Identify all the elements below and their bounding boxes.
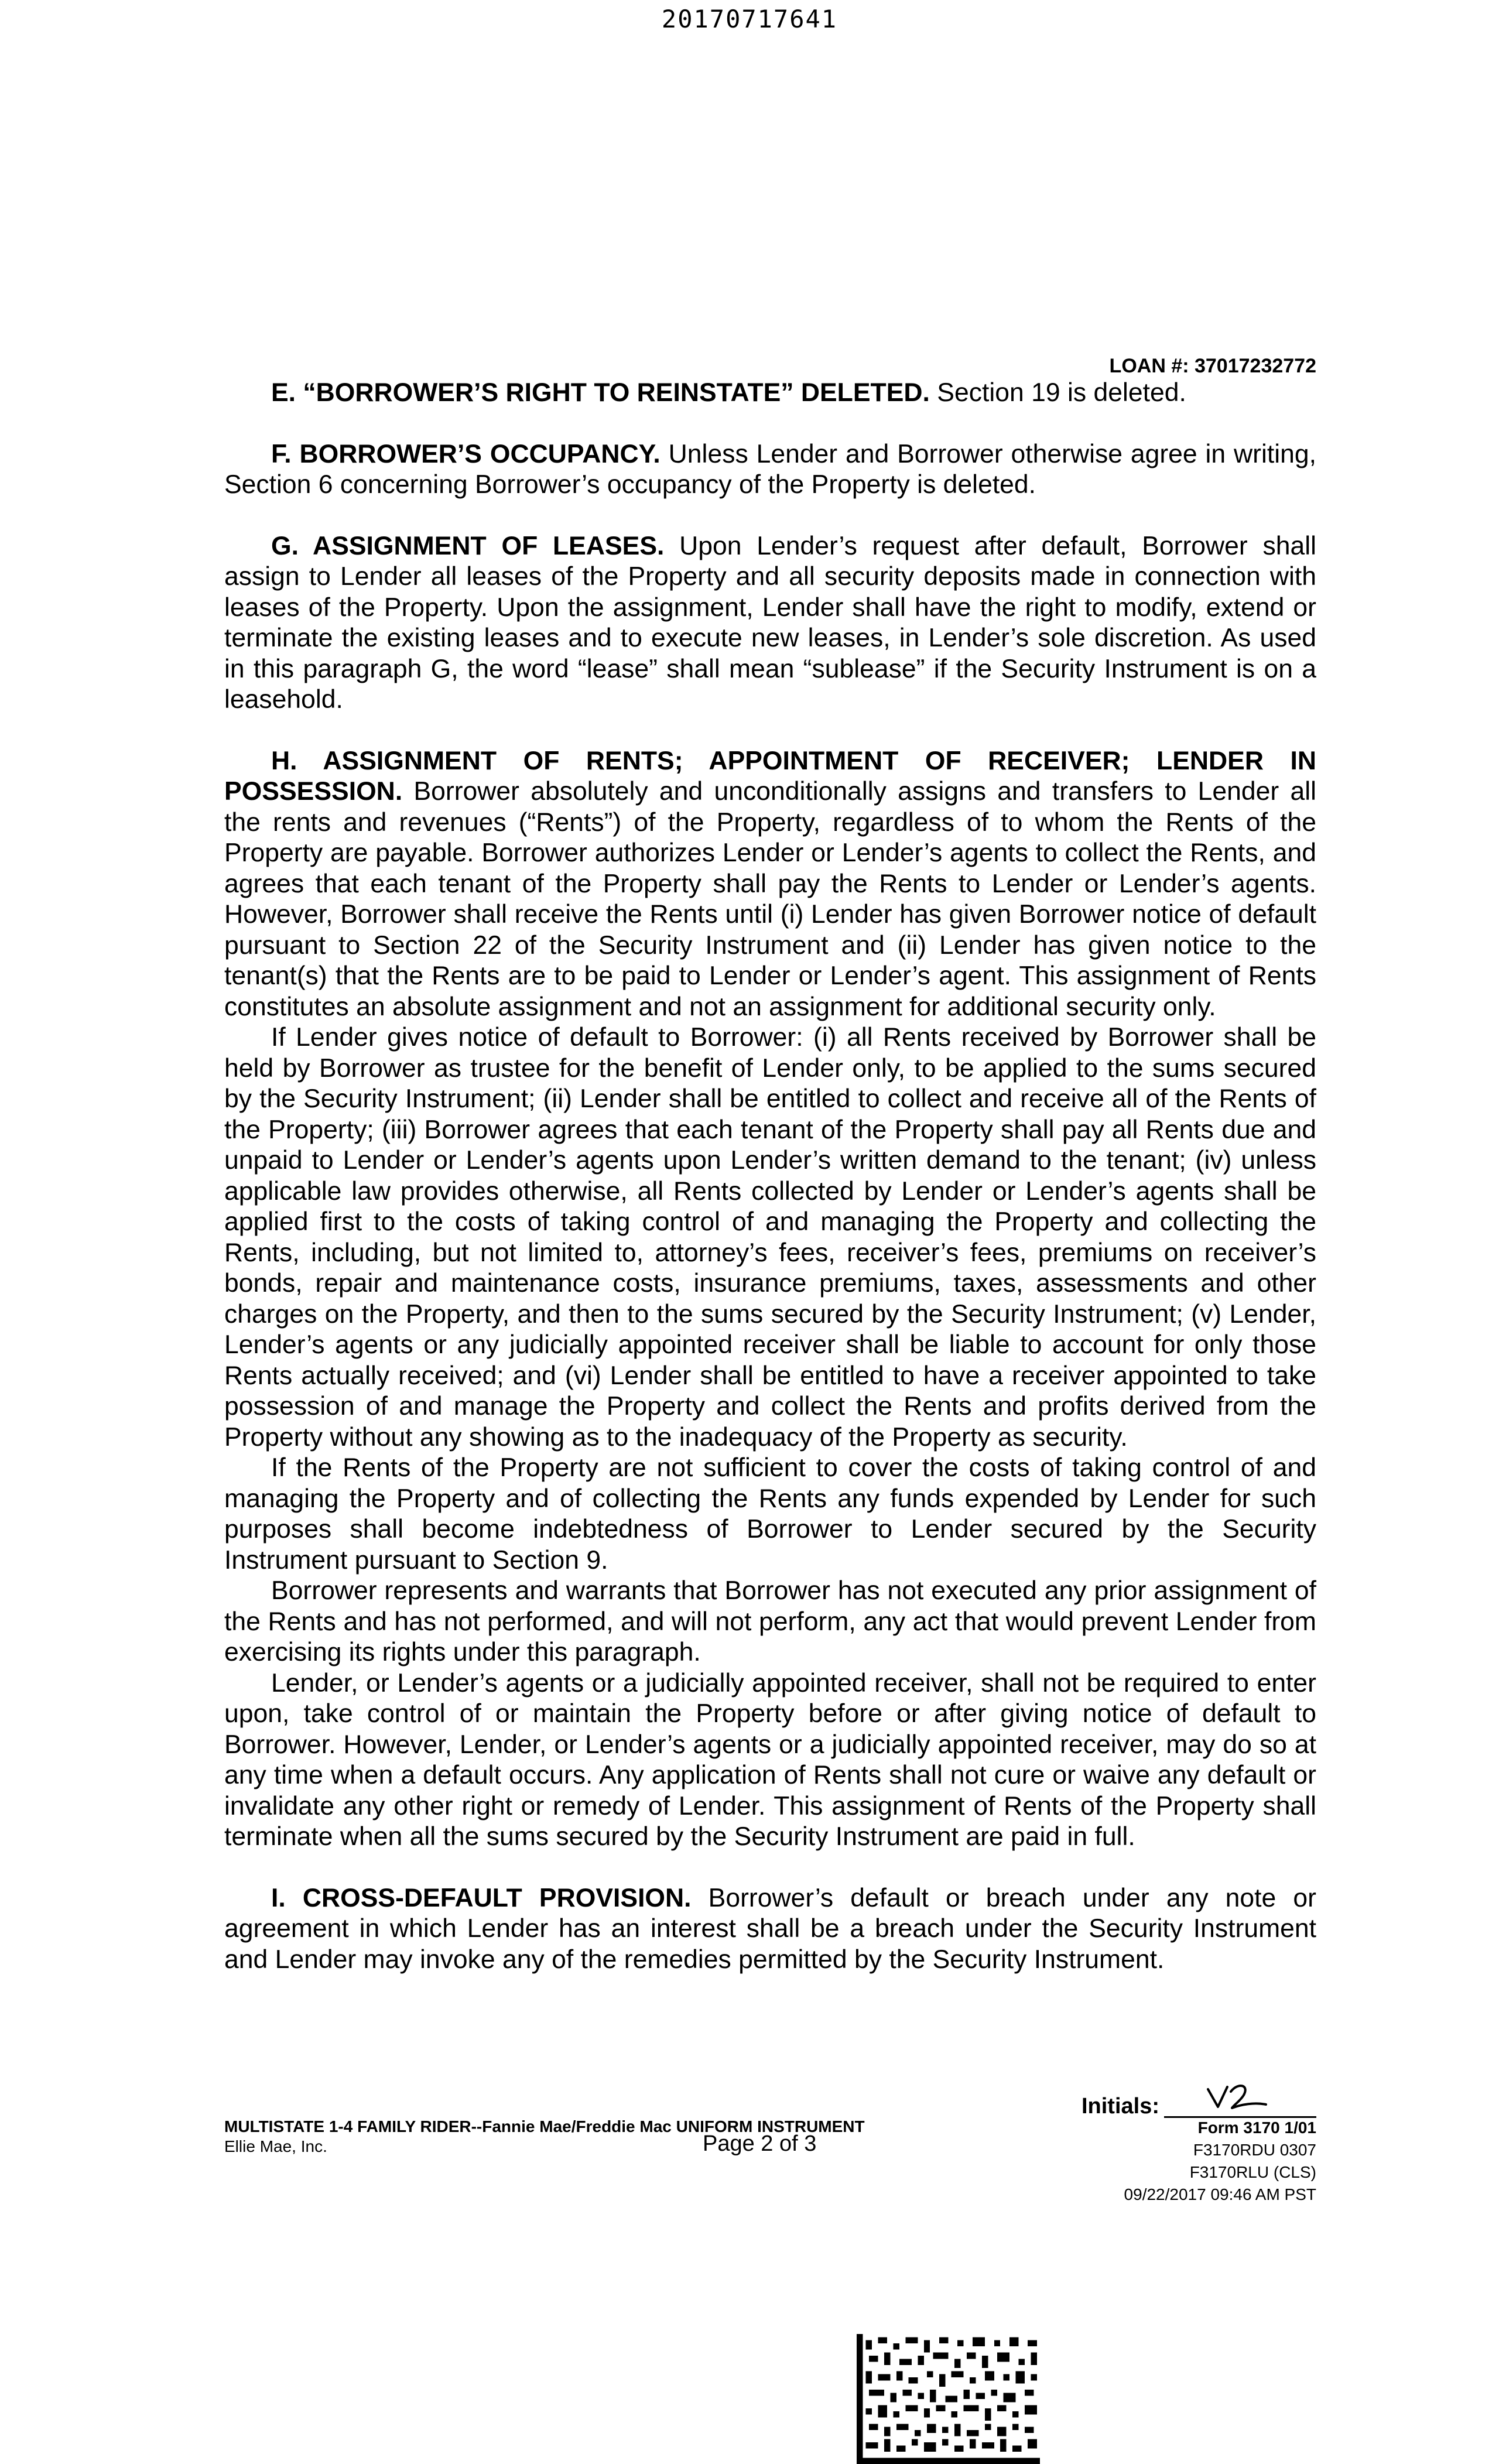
section-e-text: Section 19 is deleted. [937,378,1186,407]
section-e [224,378,1316,409]
initials-field [1164,2092,1316,2118]
vendor-name: Ellie Mae, Inc. [224,2137,327,2155]
section-f-text: Unless Lender and Borrower otherwise agree in writing, Section 6 concerning Borrower’s occupancy of the Property is deleted. [224,439,1316,499]
form-title: MULTISTATE 1-4 FAMILY RIDER--Fannie Mae/Freddie Mac UNIFORM INSTRUMENT [224,2117,865,2136]
section-g [224,531,1316,716]
footer-codes [1082,2140,1316,2205]
loan-number: LOAN #: 37017232772 [1109,355,1316,377]
footer-right [1082,2092,1316,2205]
section-h-heading: H. ASSIGNMENT OF RENTS; APPOINTMENT OF RECEIVER; LENDER IN POSSESSION. [224,746,1316,806]
page-number: Page 2 of 3 [703,2131,817,2156]
section-g-text: Upon Lender’s request after default, Borrower shall assign to Lender all leases of the Property and all security deposits made in connection with leases of the Property. Upon the assignment, Lender shall have the right to modify, extend or terminate the existing leases and to execute new leases, in Lender’s sole discretion. As used in this paragraph G, the word “lease” shall mean “sublease” if the Security Instrument is on a leasehold. [224,531,1316,714]
print-timestamp: 09/22/2017 09:46 AM PST [1124,2185,1316,2203]
section-i-heading: I. CROSS-DEFAULT PROVISION. [271,1883,692,1912]
form-number: Form 3170 1/01 [1197,2119,1316,2137]
section-h-paragraph-5: Lender, or Lender’s agents or a judicially appointed receiver, shall not be required to enter upon, take control of or maintain the Property before or after giving notice of default to Borrower. However, Lender, or Lender’s agents or a judicially appointed receiver, may do so at any time when a default occurs. Any application of Rents shall not cure or waive any default or invalidate any other right or remedy of Lender. This assignment of Rents of the Property shall terminate when all the sums secured by the Security Instrument are paid in full. [224,1668,1316,1851]
section-f-heading: F. BORROWER’S OCCUPANCY. [271,439,660,468]
form-code-1: F3170RDU 0307 [1193,2141,1316,2159]
section-h-paragraph-4: Borrower represents and warrants that Borrower has not executed any prior assignment of the Rents and has not performed, and will not perform, any act that would prevent Lender from exercising its rights under this paragraph. [224,1576,1316,1666]
section-i-text: Borrower’s default or breach under any note or agreement in which Lender has an interest shall be a breach under the Security Instrument and Lender may invoke any of the remedies permitted by the Security Instrument. [224,1883,1316,1974]
section-h-paragraph-1: Borrower absolutely and unconditionally assigns and transfers to Lender all the rents and revenues (“Rents”) of the Property, regardless of to whom the Rents of the Property are payable. Borrower authorizes Lender or Lender’s agents to collect the Rents, and agrees that each tenant of the Property shall pay the Rents to Lender or Lender’s agents. However, Borrower shall receive the Rents until (i) Lender has given Borrower notice of default pursuant to Section 22 of the Security Instrument and (ii) Lender has given notice to the tenant(s) that the Rents are to be paid to Lender or Lender’s agent. This assignment of Rents constitutes an absolute assignment and not an assignment for additional security only. [224,777,1316,1021]
document-id: 20170717641 [661,5,838,33]
initials-label: Initials: [1081,2094,1159,2119]
section-i [224,1883,1316,1976]
section-g-heading: G. ASSIGNMENT OF LEASES. [271,531,665,560]
handwritten-initials-icon [1205,2079,1269,2114]
section-h-paragraph-3: If the Rents of the Property are not sufficient to cover the costs of taking control of and managing the Property and of collecting the Rents any funds expended by Lender for such purposes shall become indebtedness of Borrower to Lender secured by the Security Instrument pursuant to Section 9. [224,1453,1316,1575]
barcode-icon [857,2334,1040,2464]
section-h [224,746,1316,1853]
section-e-heading: E. “BORROWER’S RIGHT TO REINSTATE” DELETED. [271,378,930,407]
section-f [224,439,1316,501]
document-body [224,354,1316,2006]
section-h-paragraph-2: If Lender gives notice of default to Borrower: (i) all Rents received by Borrower shall be held by Borrower as trustee for the benefit of Lender only, to be applied to the sums secured by the Security Instrument; (ii) Lender shall be entitled to collect and receive all of the Rents of the Property; (iii) Borrower agrees that each tenant of the Property shall pay all Rents due and unpaid to Lender or Lender’s agents upon Lender’s written demand to the tenant; (iv) unless applicable law provides otherwise, all Rents collected by Lender or Lender’s agents shall be applied first to the costs of taking control of and managing the Property and collecting the Rents, including, but not limited to, attorney’s fees, receiver’s fees, premiums on receiver’s bonds, repair and maintenance costs, insurance premiums, taxes, assessments and other charges on the Property, and then to the sums secured by the Security Instrument; (v) Lender, Lender’s agents or any judicially appointed receiver shall be liable to account for only those Rents actually received; and (vi) Lender shall be entitled to have a receiver appointed to take possession of and manage the Property and collect the Rents and profits derived from the Property without any showing as to the inadequacy of the Property as security. [224,1023,1316,1452]
form-code-2: F3170RLU (CLS) [1189,2163,1316,2181]
initials-row [1082,2092,1316,2118]
